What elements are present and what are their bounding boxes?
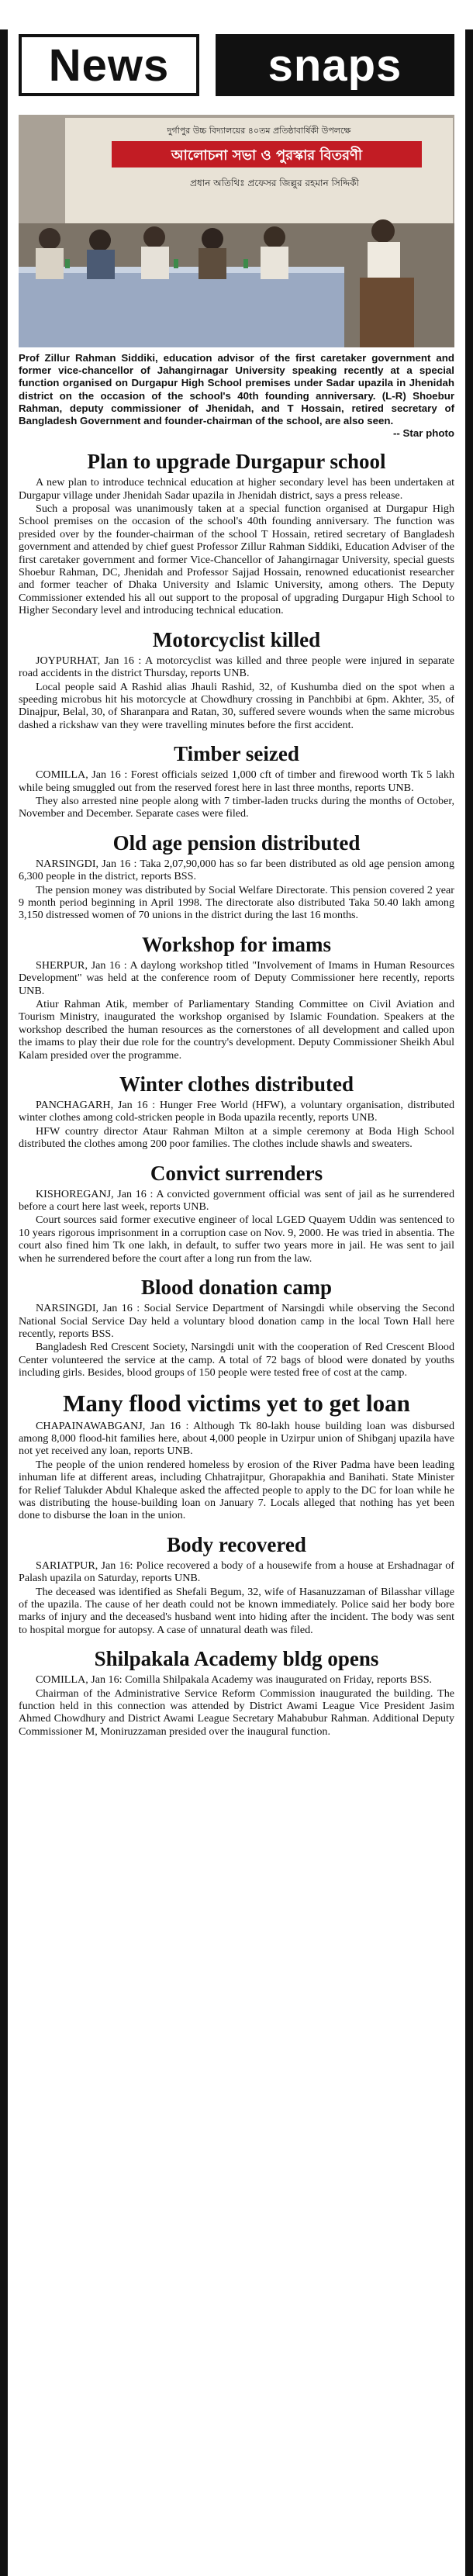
story-paragraph: The pension money was distributed by Social Welfare Directorate. This pension covered 2 year 9 month period beginning in April 1998. The directorate also distributed Taka 50.40 lakh among 3,150 distressed women of 70 unions in the district during the last 16 months.: [19, 883, 454, 922]
story-headline: Plan to upgrade Durgapur school: [87, 450, 386, 474]
story-paragraph: JOYPURHAT, Jan 16 : A motorcyclist was killed and three people were injured in separate road accidents in the district Thursday, reports UNB.: [19, 654, 454, 680]
story-paragraph: COMILLA, Jan 16 : Forest officials seized 1,000 cft of timber and firewood worth Tk 5 lakh while being smuggled out from the reserved forest here in last three months, reports UNB.: [19, 768, 454, 794]
news-story: [19, 1276, 454, 1379]
story-paragraph: Court sources said former executive engineer of local LGED Quayem Uddin was sentenced to 10 years rigorous imprisonment in a corruption case on Nov. 9, 2000. He was tried in absentia. The court also fined him Tk one lakh, in default, to suffer two years more in jail. He was sent to jail when he surrendered before the court after a long run from the law.: [19, 1214, 454, 1265]
story-paragraph: COMILLA, Jan 16: Comilla Shilpakala Academy was inaugurated on Friday, reports BSS.: [36, 1673, 433, 1687]
person-4: [202, 228, 223, 250]
photo-credit: -- Star photo: [392, 427, 454, 440]
podium: [360, 278, 414, 347]
story-headline: Body recovered: [167, 1532, 306, 1556]
news-story: [19, 742, 454, 820]
news-story: [19, 1390, 454, 1522]
story-paragraph: A new plan to introduce technical education at higher secondary level has been undertaken at Durgapur village under Jhenidah Sadar upazila in Jhenidah district, says a press release.: [19, 476, 454, 502]
story-headline: Old age pension distributed: [112, 830, 361, 855]
person-5: [264, 226, 285, 248]
story-paragraph: CHAPAINAWABGANJ, Jan 16 : Although Tk 80-lakh house building loan was disbursed among 8,000 flood-hit families here, about 4,000 people in Uzirpur union of Shibganj upazila have not yet received any loan, reports UNB.: [19, 1419, 454, 1458]
banner-line-1: দুর্গাপুর উচ্চ বিদ্যালয়ের ৪০তম প্রতিষ্ঠাবার্ষিকী উপলক্ষে: [167, 126, 351, 136]
masthead-snaps: snaps: [216, 34, 454, 96]
story-paragraph: The people of the union rendered homeless by erosion of the River Padma have been leading inhuman life at different areas, including Chhatrajitpur, Ghorapakhia and Banihati. State Minister for Relief Talukder Abdul Khaleque asked the affected people to apply to the DC for loan while he was distributing the house-building loan on January 7. Locals alleged that nothing has yet been done to disburse the loan in the union.: [19, 1458, 454, 1522]
news-story: [19, 1162, 454, 1265]
news-story: [19, 628, 454, 731]
story-headline: Convict surrenders: [150, 1161, 323, 1185]
story-paragraph: Chairman of the Administrative Service Reform Commission inaugurated the building. The function held in this connection was attended by District Awami League Vice President Jasim Ahmed Chowdhury and District Awami League Secretary Mahabubur Rahman. Additional Deputy Commissioner M, Moniruzzaman presided over the inaugural function.: [19, 1687, 454, 1738]
banner-line-2: আলোচনা সভা ও পুরস্কার বিতরণী: [171, 147, 363, 164]
masthead: [19, 29, 454, 101]
story-paragraph: NARSINGDI, Jan 16 : Taka 2,07,90,000 has so far been distributed as old age pension among 6,300 people in the district, reports BSS.: [19, 857, 454, 883]
story-paragraph: PANCHAGARH, Jan 16 : Hunger Free World (HFW), a voluntary organisation, distributed winter clothes among cold-stricken people in Boda upazila recently, reports UNB.: [19, 1099, 454, 1124]
story-headline: Workshop for imams: [141, 932, 332, 956]
person-3: [143, 226, 165, 248]
story-headline: Shilpakala Academy bldg opens: [94, 1647, 379, 1671]
story-paragraph: KISHOREGANJ, Jan 16 : A convicted government official was sent of jail as he surrendered before a court here last week, reports UNB.: [19, 1187, 454, 1214]
story-paragraph: Bangladesh Red Crescent Society, Narsingdi unit with the cooperation of Red Crescent Blood Center volunteered the service at the camp. A total of 72 bags of blood were donated by youths including girls. Besides, blood groups of 150 people were tested free of cost at the camp.: [19, 1341, 454, 1380]
photo-caption: Prof Zillur Rahman Siddiki, education advisor of the first caretaker government and former vice-chancellor of Jahangirnagar University speaking recently at a special function organised on Durgapur High School premises under Sadar upazila in Jhenidah district on the occasion of the school's 40th founding anniversary. (L-R) Shoebur Rahman, deputy commissioner of Jhenidah, and T Hossain, retired secretary of Bangladesh Government and founder-chairman of the school, are also seen.: [19, 352, 454, 427]
speaker: [371, 219, 395, 243]
news-story: [19, 933, 454, 1062]
person-2: [89, 230, 111, 251]
story-paragraph: They also arrested nine people along with 7 timber-laden trucks during the months of October, November and December. Separate cases were filed.: [19, 794, 454, 820]
stories-column: [19, 450, 454, 1738]
story-paragraph: HFW country director Ataur Rahman Milton at a simple ceremony at Boda High School distributed the clothes among 200 poor families. The clothes include shawls and sweaters.: [19, 1124, 454, 1151]
head-table: [19, 270, 344, 347]
news-story: [19, 450, 454, 616]
story-headline: Blood donation camp: [140, 1276, 333, 1300]
news-story: [19, 1072, 454, 1151]
story-headline: Motorcyclist killed: [152, 627, 321, 651]
story-paragraph: Local people said A Rashid alias Jhauli Rashid, 32, of Kushumba died on the spot when a speeding microbus hit his motorcycle at Chowdhury crossing in Panchbibi at 6pm. Akhter, 35, of Dinajpur, Belal, 30, of Sharanpara and Ratan, 30, suffered severe wounds when the same microbus dashed a rickshaw van they were travelling minutes before the first accident.: [19, 680, 454, 731]
person-1: [39, 228, 60, 250]
event-photo-drawing: [19, 115, 454, 347]
story-paragraph: The deceased was identified as Shefali Begum, 32, wife of Hasanuzzaman of Bilasshar village of the upazila. The cause of her death could not be known immediately. Police said her body bore marks of injury and the deceased's husband went into hiding after the incident. The body was sent to hospital morgue for autopsy. A case of unnatural death was filed.: [19, 1585, 454, 1636]
story-headline: Winter clothes distributed: [119, 1072, 354, 1096]
event-photo: [19, 115, 454, 347]
story-paragraph: NARSINGDI, Jan 16 : Social Service Department of Narsingdi while observing the Second National Social Service Day held a voluntary blood donation camp in the local Town Hall here recently, reports BSS.: [19, 1302, 454, 1340]
masthead-news: News: [19, 34, 199, 96]
news-story: [19, 1533, 454, 1636]
news-story: [19, 831, 454, 922]
story-paragraph: SHERPUR, Jan 16 : A daylong workshop titled "Involvement of Imams in Human Resources Development" was held at the conference room of Deputy Commissioner here recently, reports UNB.: [19, 958, 454, 997]
story-paragraph: SARIATPUR, Jan 16: Police recovered a body of a housewife from a house at Ershadnagar of Palash upazila on Saturday, reports UNB.: [19, 1559, 454, 1585]
news-page: [0, 29, 473, 2576]
news-story: [19, 1647, 454, 1738]
story-headline: Many flood victims yet to get loan: [63, 1389, 410, 1417]
banner-line-3: প্রধান অতিথিঃ প্রফেসর জিল্লুর রহমান সিদ্দিকী: [190, 178, 359, 188]
story-paragraph: Atiur Rahman Atik, member of Parliamentary Standing Committee on Civil Aviation and Tourism Ministry, inaugurated the workshop organised by Islamic Foundation. Speakers at the workshop described the human resources as the cornerstones of all development and called upon the imams to play their due role for the country's development. Deputy Commissioner Sheikh Abul Kalam presided over the programme.: [19, 998, 454, 1062]
story-headline: Timber seized: [174, 742, 299, 766]
story-paragraph: Such a proposal was unanimously taken at a special function organised at Durgapur High School premises on the occasion of the school's 40th founding anniversary. The function was presided over by the founder-chairman of the school T Hossain, retired secretary of Bangladesh government and attended by chief guest Professor Zillur Rahman Siddiki, Education Adviser of the first caretaker government and former Vice-Chancellor of Jahangirnagar University, special guests Shoebur Rahman, DC, Jhenidah and Professor Sajjad Hossain, renowned educationist researcher and former teacher of Dhaka University and Islamic University, among others. The Deputy Commissioner extended his all out support to the proposal of upgrading Durgapur High School to Higher Secondary level and introducing technical education.: [19, 502, 454, 617]
